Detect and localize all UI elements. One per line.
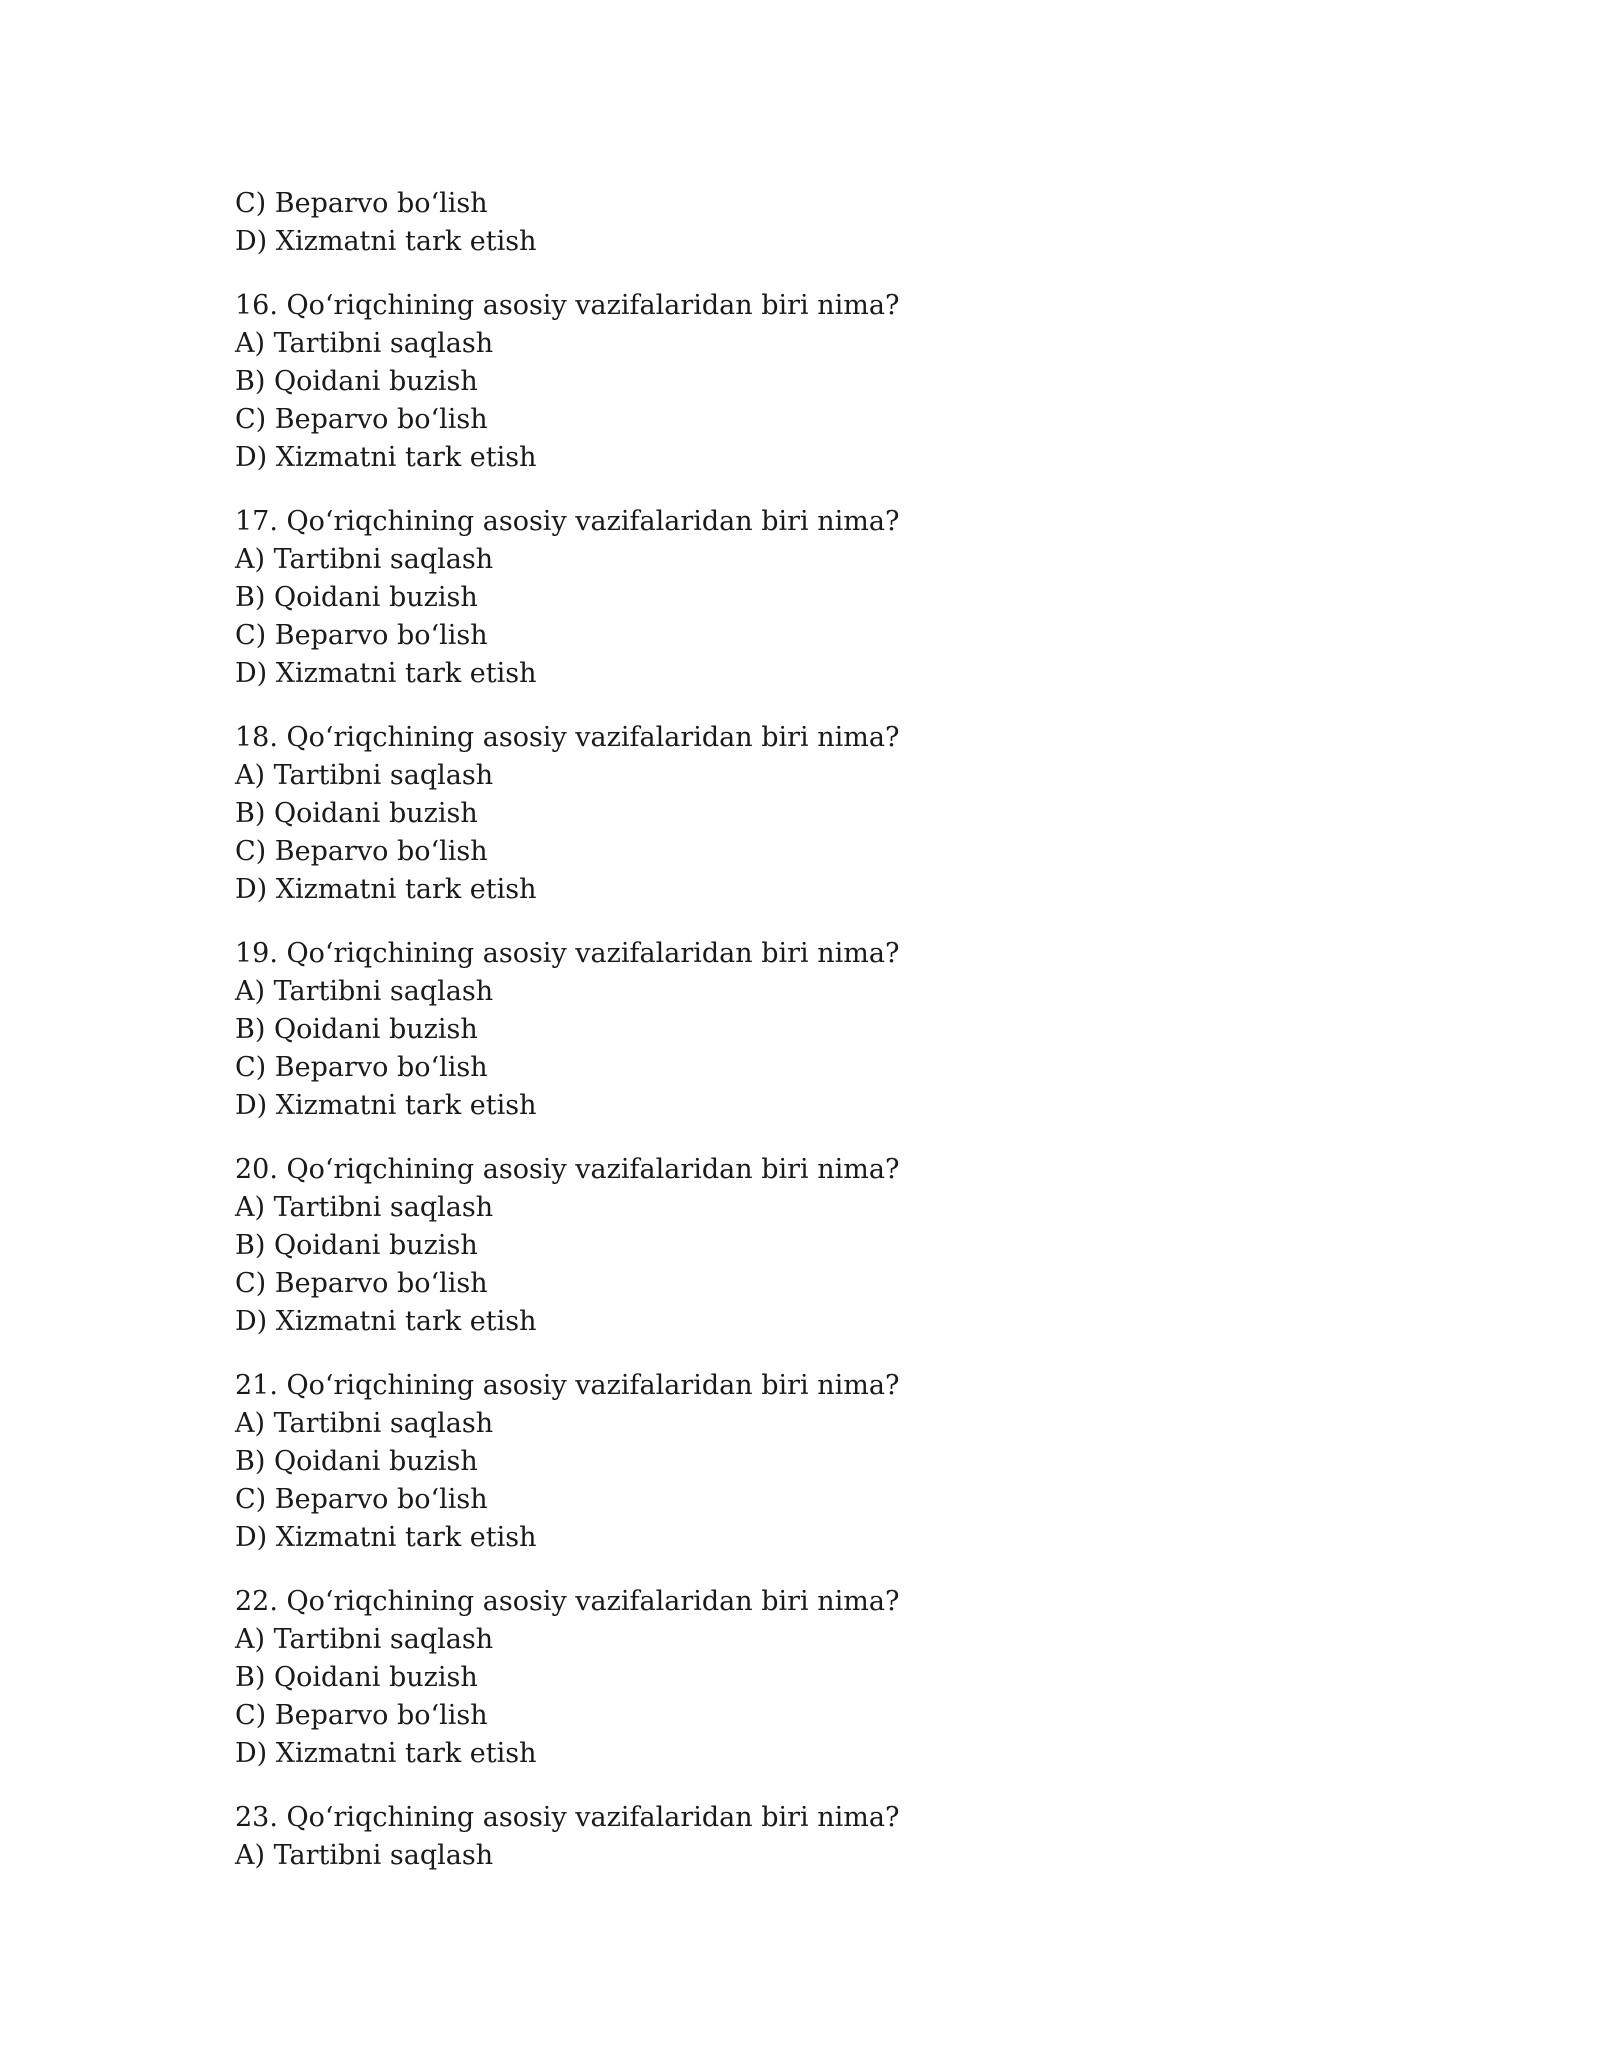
question-text: 22. Qo‘riqchining asosiy vazifalaridan biri nima? bbox=[235, 1586, 900, 1617]
option-line: A) Tartibni saqlash bbox=[235, 544, 494, 575]
option-line: C) Beparvo bo‘lish bbox=[235, 836, 488, 867]
option-line: B) Qoidani buzish bbox=[235, 1446, 478, 1477]
option-line: C) Beparvo bo‘lish bbox=[235, 1268, 488, 1299]
question-text: 17. Qo‘riqchining asosiy vazifalaridan biri nima? bbox=[235, 506, 900, 537]
question-text: 20. Qo‘riqchining asosiy vazifalaridan biri nima? bbox=[235, 1154, 900, 1185]
option-line: B) Qoidani buzish bbox=[235, 798, 478, 829]
question-block-21 bbox=[235, 1367, 1335, 1557]
option-line: C) Beparvo bo‘lish bbox=[235, 1700, 488, 1731]
option-line: C) Beparvo bo‘lish bbox=[235, 1484, 488, 1515]
option-line: D) Xizmatni tark etish bbox=[235, 226, 537, 257]
option-line: A) Tartibni saqlash bbox=[235, 1192, 494, 1223]
option-line: C) Beparvo bo‘lish bbox=[235, 620, 488, 651]
option-line: C) Beparvo bo‘lish bbox=[235, 188, 488, 219]
option-line: D) Xizmatni tark etish bbox=[235, 1738, 537, 1769]
option-line: D) Xizmatni tark etish bbox=[235, 1090, 537, 1121]
question-text: 18. Qo‘riqchining asosiy vazifalaridan biri nima? bbox=[235, 722, 900, 753]
option-line: B) Qoidani buzish bbox=[235, 1662, 478, 1693]
quiz-content bbox=[235, 185, 1335, 1875]
option-line: A) Tartibni saqlash bbox=[235, 1840, 494, 1871]
option-line: A) Tartibni saqlash bbox=[235, 760, 494, 791]
option-line: B) Qoidani buzish bbox=[235, 1014, 478, 1045]
question-block-23 bbox=[235, 1799, 1335, 1875]
option-line: B) Qoidani buzish bbox=[235, 582, 478, 613]
question-text: 21. Qo‘riqchining asosiy vazifalaridan biri nima? bbox=[235, 1370, 900, 1401]
question-block-18 bbox=[235, 719, 1335, 909]
option-line: D) Xizmatni tark etish bbox=[235, 1306, 537, 1337]
option-line: D) Xizmatni tark etish bbox=[235, 442, 537, 473]
leading-options bbox=[235, 185, 1335, 261]
question-block-17 bbox=[235, 503, 1335, 693]
option-line: A) Tartibni saqlash bbox=[235, 1408, 494, 1439]
option-line: B) Qoidani buzish bbox=[235, 1230, 478, 1261]
question-block-16 bbox=[235, 287, 1335, 477]
option-line: D) Xizmatni tark etish bbox=[235, 874, 537, 905]
option-line: A) Tartibni saqlash bbox=[235, 976, 494, 1007]
question-block-20 bbox=[235, 1151, 1335, 1341]
option-line: D) Xizmatni tark etish bbox=[235, 658, 537, 689]
question-text: 19. Qo‘riqchining asosiy vazifalaridan biri nima? bbox=[235, 938, 900, 969]
option-line: A) Tartibni saqlash bbox=[235, 328, 494, 359]
option-line: C) Beparvo bo‘lish bbox=[235, 404, 488, 435]
question-text: 16. Qo‘riqchining asosiy vazifalaridan biri nima? bbox=[235, 290, 900, 321]
option-line: B) Qoidani buzish bbox=[235, 366, 478, 397]
question-text: 23. Qo‘riqchining asosiy vazifalaridan biri nima? bbox=[235, 1802, 900, 1833]
question-block-19 bbox=[235, 935, 1335, 1125]
option-line: A) Tartibni saqlash bbox=[235, 1624, 494, 1655]
option-line: D) Xizmatni tark etish bbox=[235, 1522, 537, 1553]
question-block-22 bbox=[235, 1583, 1335, 1773]
option-line: C) Beparvo bo‘lish bbox=[235, 1052, 488, 1083]
